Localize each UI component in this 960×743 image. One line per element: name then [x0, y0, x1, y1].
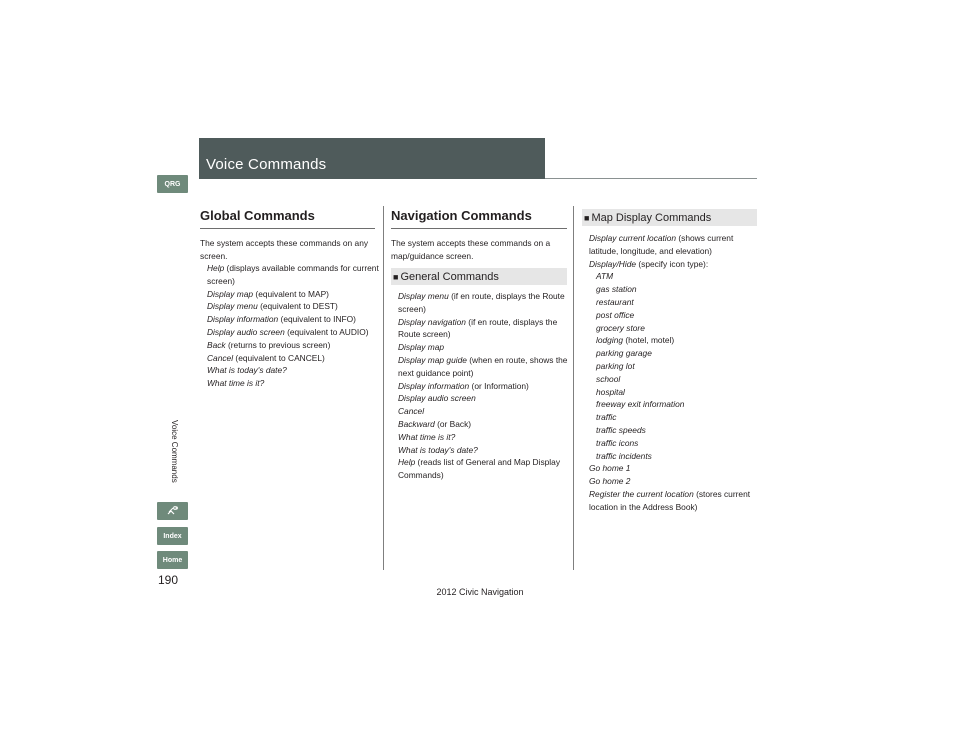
command-description: (equivalent to DEST)	[257, 301, 338, 312]
command-item	[207, 377, 379, 390]
command-item	[398, 316, 568, 342]
command-item	[207, 288, 379, 301]
column-divider	[383, 206, 384, 570]
command-item	[589, 270, 757, 283]
command-phrase: Display menu	[207, 301, 258, 312]
command-item	[589, 309, 757, 322]
command-phrase: What is today's date?	[398, 444, 478, 455]
command-item	[207, 352, 379, 365]
command-item	[589, 437, 757, 450]
command-phrase: What time is it?	[398, 431, 456, 442]
command-description: (or Back)	[434, 418, 472, 429]
command-phrase: Cancel	[398, 406, 425, 417]
map-display-commands-label: Map Display Commands	[591, 211, 712, 224]
command-item	[589, 475, 757, 488]
voice-command-icon	[166, 505, 180, 517]
command-item	[398, 444, 568, 457]
command-description: (if en route, displays the Route screen)	[398, 316, 558, 340]
command-item	[589, 347, 757, 360]
navigation-commands-heading: Navigation Commands	[391, 208, 532, 223]
command-item	[398, 456, 568, 482]
general-commands-heading	[391, 268, 567, 285]
command-description: (equivalent to MAP)	[253, 288, 329, 299]
command-phrase: Display map	[207, 288, 254, 299]
command-phrase: Help	[207, 263, 225, 273]
command-phrase: Go home 2	[589, 476, 631, 487]
command-phrase: Help	[398, 457, 416, 468]
command-description: (if en route, displays the Route screen)	[398, 291, 565, 314]
command-phrase: post office	[596, 309, 635, 320]
command-phrase: Register the current location	[589, 488, 694, 499]
command-item	[398, 405, 568, 418]
map-display-command-list	[589, 232, 757, 514]
global-commands-heading: Global Commands	[200, 208, 315, 223]
command-phrase: Display audio screen	[398, 393, 476, 404]
command-phrase: Backward	[398, 418, 435, 429]
command-phrase: traffic incidents	[596, 450, 652, 461]
command-description: (when en route, shows the next guidance point)	[398, 354, 568, 378]
command-item	[398, 380, 568, 393]
command-item	[589, 411, 757, 424]
command-description: (hotel, motel)	[623, 335, 675, 346]
command-item	[589, 386, 757, 399]
command-item	[589, 283, 757, 296]
qrg-tab[interactable]: QRG	[157, 175, 188, 193]
command-item	[589, 360, 757, 373]
map-display-commands-heading	[582, 209, 757, 226]
page-number: 190	[158, 573, 179, 587]
global-command-list	[207, 262, 379, 390]
command-phrase: school	[596, 373, 621, 384]
command-item	[589, 296, 757, 309]
command-item	[589, 232, 757, 258]
command-phrase: parking lot	[596, 360, 635, 371]
command-description: (shows current latitude, longitude, and elevation)	[589, 233, 734, 256]
voice-command-tab[interactable]	[157, 502, 188, 520]
command-item	[589, 488, 757, 514]
command-phrase: Display menu	[398, 291, 449, 301]
command-item	[207, 339, 379, 352]
command-phrase: gas station	[596, 284, 637, 295]
command-item	[398, 354, 568, 380]
command-description: (returns to previous screen)	[225, 339, 331, 350]
command-item	[207, 326, 379, 339]
home-tab[interactable]: Home	[157, 551, 188, 569]
command-description: (stores current location in the Address Book)	[589, 488, 751, 512]
command-phrase: restaurant	[596, 296, 634, 307]
command-phrase: Display current location	[589, 233, 677, 243]
command-item	[398, 392, 568, 405]
command-item	[589, 258, 757, 271]
command-phrase: Back	[207, 339, 226, 350]
command-phrase: traffic speeds	[596, 424, 646, 435]
command-phrase: Display information	[398, 380, 470, 391]
command-phrase: traffic icons	[596, 437, 639, 448]
command-phrase: Go home 1	[589, 463, 631, 474]
command-item	[398, 290, 568, 316]
command-phrase: freeway exit information	[596, 399, 685, 410]
command-item	[398, 431, 568, 444]
command-item	[589, 334, 757, 347]
page-title: Voice Commands	[206, 156, 327, 173]
command-description: (equivalent to AUDIO)	[284, 326, 369, 337]
command-description: (equivalent to INFO)	[278, 314, 356, 325]
command-description: (displays available commands for current screen)	[207, 263, 379, 286]
general-command-list	[398, 290, 568, 482]
command-item	[589, 462, 757, 475]
command-phrase: lodging	[596, 335, 624, 346]
footer-text: 2012 Civic Navigation	[436, 587, 524, 597]
command-phrase: grocery store	[596, 322, 645, 333]
navigation-intro: The system accepts these commands on a map/guidance screen.	[391, 238, 551, 261]
command-description: (or Information)	[469, 380, 529, 391]
index-tab[interactable]: Index	[157, 527, 188, 545]
square-bullet-icon: ■	[584, 212, 590, 223]
command-item	[207, 262, 379, 288]
column-divider	[573, 206, 574, 570]
global-intro: The system accepts these commands on any screen.	[200, 238, 369, 261]
command-item	[398, 341, 568, 354]
command-item	[589, 322, 757, 335]
command-item	[589, 373, 757, 386]
heading-rule	[391, 228, 567, 229]
command-item	[207, 300, 379, 313]
command-phrase: Display information	[207, 314, 279, 325]
command-phrase: Display navigation	[398, 316, 466, 327]
command-description: (equivalent to CANCEL)	[233, 352, 325, 363]
section-side-label: Voice Commands	[170, 420, 179, 483]
command-item	[589, 424, 757, 437]
heading-rule	[200, 228, 375, 229]
command-phrase: hospital	[596, 386, 625, 397]
square-bullet-icon: ■	[393, 271, 399, 282]
command-item	[589, 398, 757, 411]
command-phrase: ATM	[596, 271, 614, 282]
command-item	[589, 450, 757, 463]
command-phrase: traffic	[596, 412, 617, 423]
general-commands-label: General Commands	[400, 270, 499, 283]
command-phrase: What is today's date?	[207, 365, 287, 376]
command-item	[207, 364, 379, 377]
command-description: (reads list of General and Map Display Commands)	[398, 457, 561, 481]
command-item	[207, 313, 379, 326]
command-phrase: parking garage	[596, 348, 652, 359]
command-phrase: Display audio screen	[207, 326, 285, 337]
command-phrase: Display map	[398, 342, 445, 353]
header-rule	[545, 178, 757, 179]
command-description: (specify icon type):	[636, 258, 709, 269]
command-phrase: Display map guide	[398, 354, 467, 365]
command-phrase: What time is it?	[207, 378, 265, 389]
command-phrase: Cancel	[207, 352, 234, 363]
command-item	[398, 418, 568, 431]
command-phrase: Display/Hide	[589, 258, 637, 269]
